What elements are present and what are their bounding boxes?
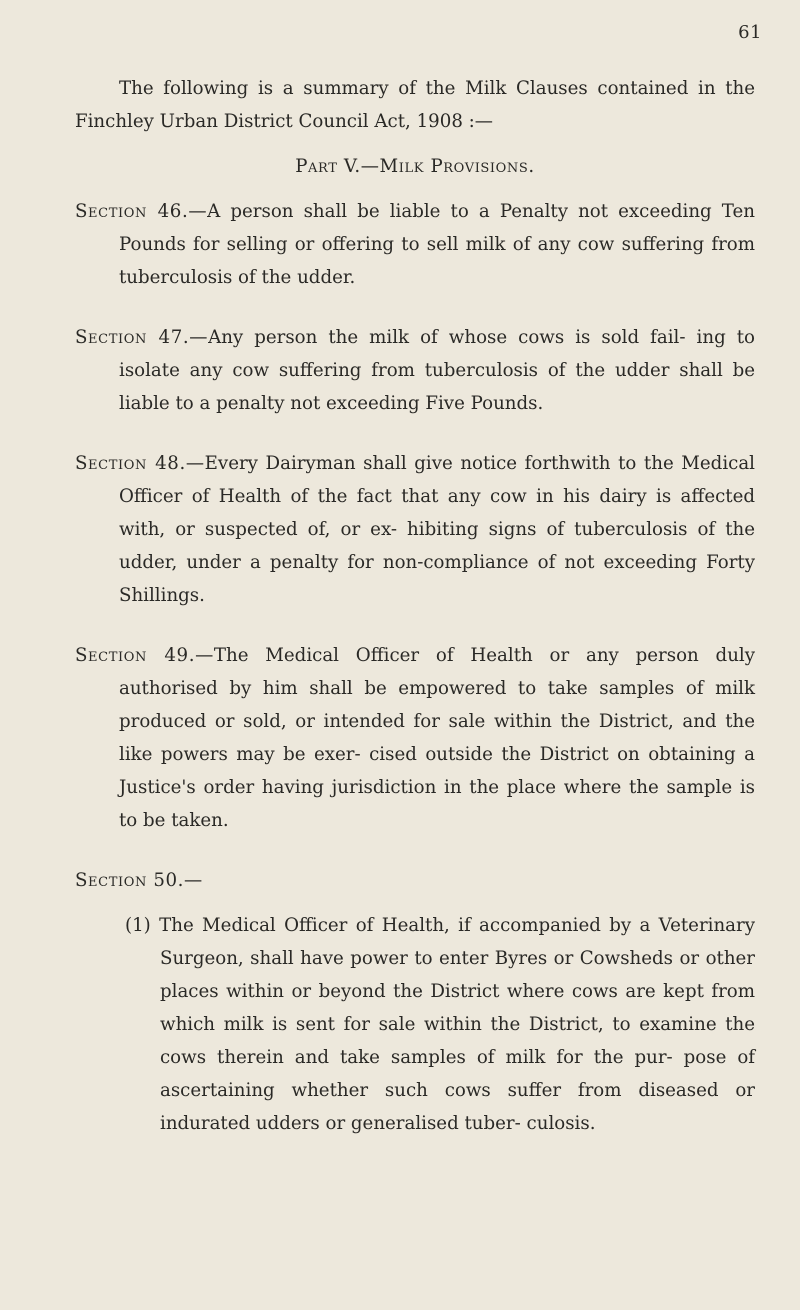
section-text: Any person the milk of whose cows is sold fail- ing to isolate any cow suffering from tuberculosis of the udder shall be liable to a penalty not exceeding Five Pounds. [119, 327, 755, 414]
section-text: A person shall be liable to a Penalty not exceeding Ten Pounds for selling or offering to sell milk of any cow suffering from tuberculosis of the udder. [119, 201, 755, 288]
document-body [75, 72, 755, 1140]
section-49 [75, 639, 755, 837]
section-47 [75, 321, 755, 420]
clause-text: The Medical Officer of Health, if accompanied by a Veterinary Surgeon, shall have power to enter Byres or Cowsheds or other places within or beyond the District where cows are kept from which milk is sent for sale within the District, to examine the cows therein and take samples of milk for the pur- pose of ascertaining whether such cows suffer from diseased or indurated udders or generalised tuber- culosis. [159, 915, 755, 1134]
section-text: Every Dairyman shall give notice forthwith to the Medical Officer of Health of the fact that any cow in his dairy is affected with, or suspected of, or ex- hibiting signs of tuberculosis of the udder, under a penalty for non-compliance of not exceeding Forty Shillings. [119, 453, 755, 606]
section-46 [75, 195, 755, 294]
section-50-heading [75, 864, 755, 897]
section-ref: Section 47.— [75, 327, 209, 348]
section-ref: Section 50.— [75, 870, 203, 891]
section-48 [75, 447, 755, 612]
intro-paragraph: The following is a summary of the Milk Clauses contained in the Finchley Urban District Council Act, 1908 :— [75, 78, 755, 132]
page-number: 61 [738, 22, 762, 43]
section-ref: Section 49.— [75, 645, 214, 666]
section-text: The Medical Officer of Health or any person duly authorised by him shall be empowered to take samples of milk produced or sold, or intended for sale within the District, and the like powers may be exer- cised outside the District on obtaining a Justice's order having jurisdiction in the place where the sample is to be taken. [119, 645, 756, 831]
clause-number: (1) [125, 915, 151, 936]
section-ref: Section 48.— [75, 453, 205, 474]
section-ref: Section 46.— [75, 201, 208, 222]
part-heading: Part V.—Milk Provisions. [295, 156, 535, 177]
section-50-clause-1 [75, 909, 755, 1140]
